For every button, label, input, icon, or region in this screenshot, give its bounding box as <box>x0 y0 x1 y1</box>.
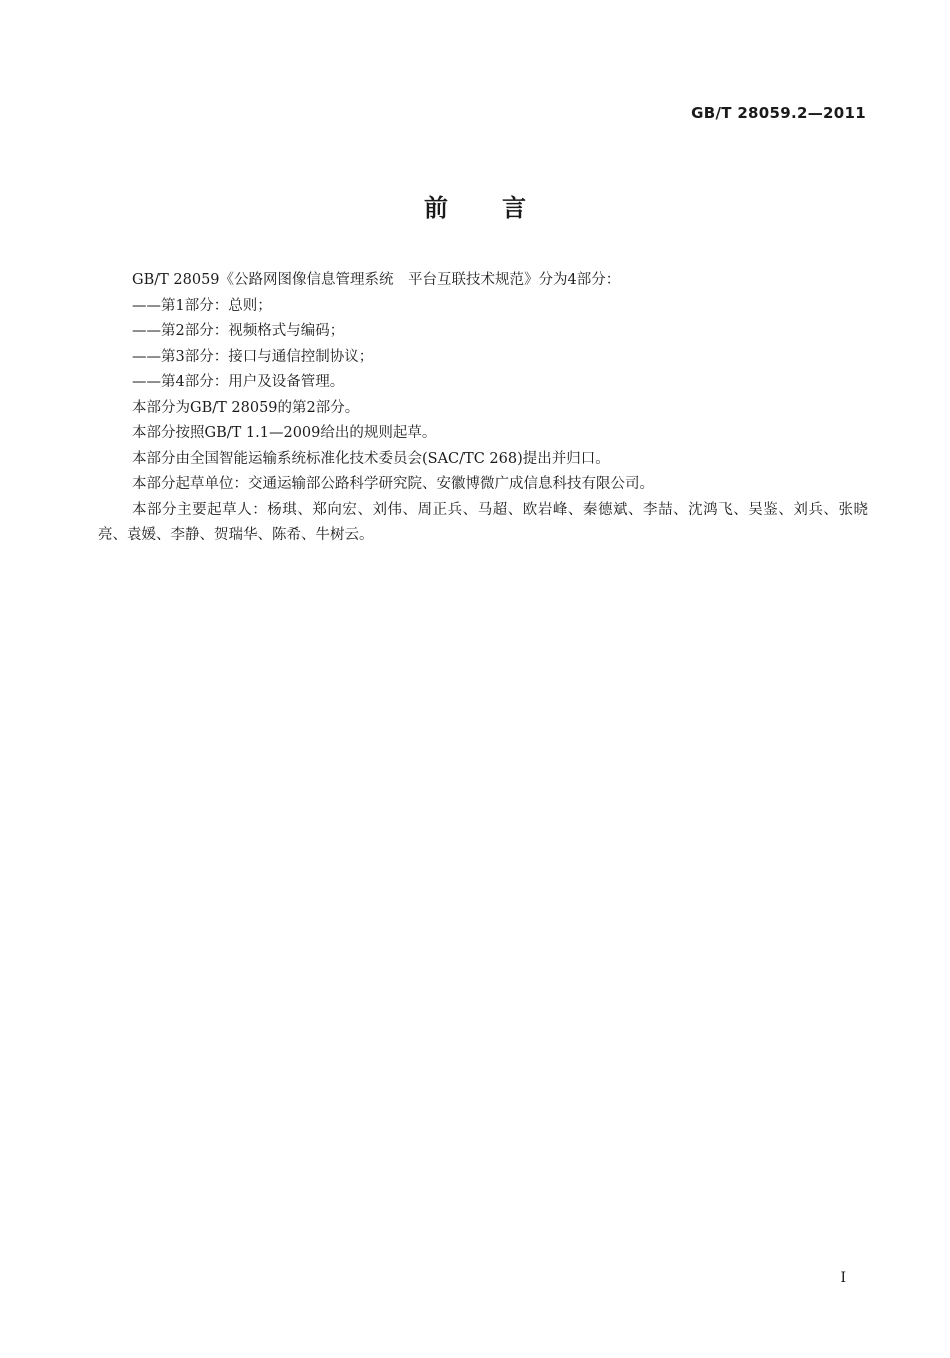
foreword-body <box>98 268 868 549</box>
list-item-part-2: ——第2部分：视频格式与编码； <box>132 323 345 339</box>
page-title: 前言 <box>424 194 580 222</box>
paragraph-drafters: 本部分主要起草人：杨琪、郑向宏、刘伟、周正兵、马超、欧岩峰、秦德斌、李喆、沈鸿飞、吴鉴、刘兵、张晓亮、袁媛、李静、贺瑞华、陈希、牛树云。 <box>98 501 868 543</box>
paragraph-parts-intro: GB/T 28059《公路网图像信息管理系统 平台互联技术规范》分为4部分： <box>132 272 621 288</box>
standard-code: GB/T 28059.2—2011 <box>691 104 866 122</box>
list-item-part-1: ——第1部分：总则； <box>132 297 272 314</box>
paragraph-proposer: 本部分由全国智能运输系统标准化技术委员会(SAC/TC 268)提出并归口。 <box>132 450 610 467</box>
list-item-part-3: ——第3部分：接口与通信控制协议； <box>132 348 374 365</box>
paragraph-drafting-rules: 本部分按照GB/T 1.1—2009给出的规则起草。 <box>132 425 437 441</box>
page-number: I <box>840 1270 846 1286</box>
list-item-part-4: ——第4部分：用户及设备管理。 <box>132 374 345 390</box>
paragraph-this-part: 本部分为GB/T 28059的第2部分。 <box>132 399 360 416</box>
paragraph-drafting-units: 本部分起草单位：交通运输部公路科学研究院、安徽博微广成信息科技有限公司。 <box>132 476 654 492</box>
